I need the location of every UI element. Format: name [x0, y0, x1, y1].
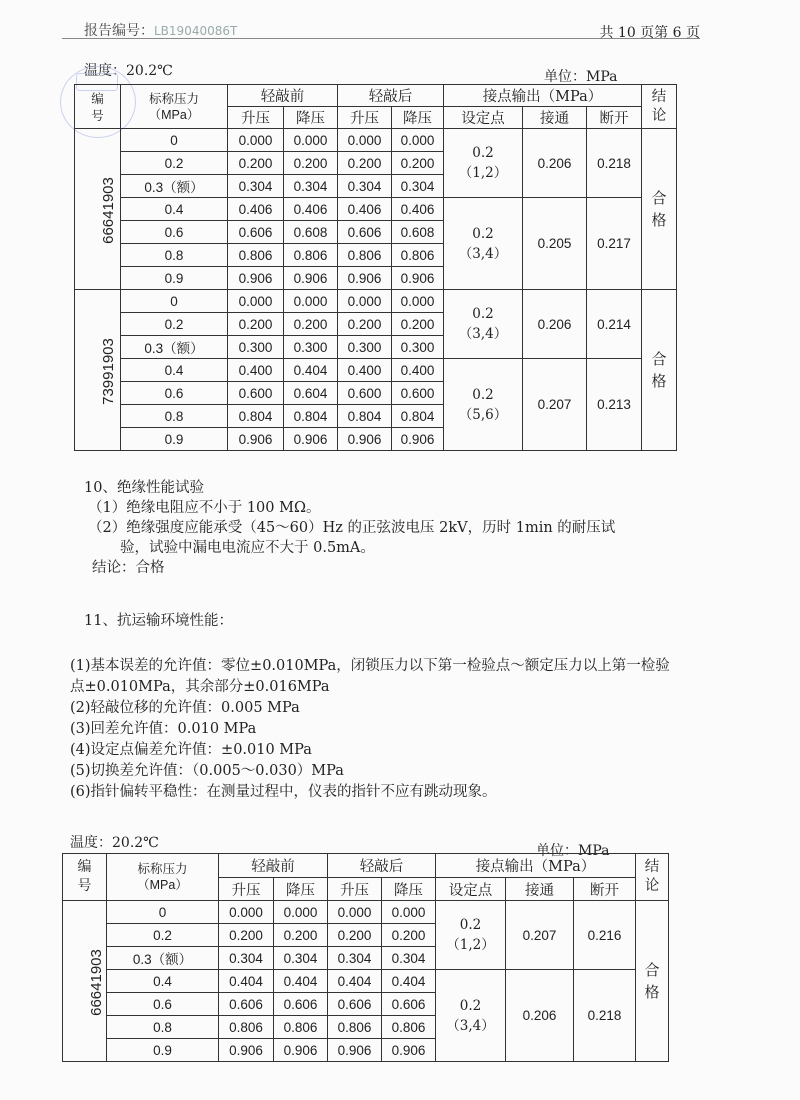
before-tap-down: 0.406	[284, 198, 338, 221]
after-tap-up: 0.404	[328, 970, 382, 993]
before-tap-down: 0.906	[274, 1039, 328, 1062]
before-tap-up: 0.806	[228, 244, 284, 267]
nominal-pressure: 0	[121, 290, 228, 313]
section-transport-title: 11、抗运输环境性能：	[84, 613, 233, 629]
before-tap-up: 0.600	[228, 382, 284, 405]
after-tap-down: 0.606	[382, 993, 436, 1016]
insulation-item-2-line2: 验，试验中漏电电流应不大于 0.5mA。	[120, 540, 375, 556]
table2-temperature: 温度：20.2℃	[70, 835, 159, 851]
after-tap-down: 0.300	[392, 336, 444, 359]
after-tap-up: 0.906	[338, 267, 392, 290]
contact-connect: 0.207	[523, 359, 587, 451]
after-tap-up: 0.200	[338, 313, 392, 336]
nominal-pressure: 0.2	[121, 313, 228, 336]
col-before-down: 降压	[284, 107, 338, 129]
table1-unit: 单位：MPa	[544, 69, 618, 85]
after-tap-up: 0.200	[338, 152, 392, 175]
before-tap-up: 0.804	[228, 405, 284, 428]
col-before-up: 升压	[219, 878, 274, 901]
before-tap-up: 0.606	[219, 993, 274, 1016]
before-tap-down: 0.000	[284, 290, 338, 313]
after-tap-up: 0.906	[328, 1039, 382, 1062]
before-tap-down: 0.000	[284, 129, 338, 152]
contact-disconnect: 0.218	[587, 129, 642, 198]
page-header	[62, 8, 700, 39]
after-tap-down: 0.806	[392, 244, 444, 267]
before-tap-up: 0.404	[219, 970, 274, 993]
table-row	[75, 198, 677, 221]
nominal-pressure: 0.3（额）	[107, 947, 219, 970]
before-tap-down: 0.906	[284, 428, 338, 451]
after-tap-down: 0.304	[392, 175, 444, 198]
after-tap-down: 0.400	[392, 359, 444, 382]
device-serial: 66641903	[99, 176, 117, 244]
col-conclusion-header: 结 论	[636, 854, 669, 901]
device-serial: 66641903	[87, 948, 105, 1016]
section-transport-items	[70, 656, 670, 803]
table2-unit: 单位：MPa	[536, 843, 610, 859]
after-tap-down: 0.906	[392, 267, 444, 290]
report-number-value: LB19040086T	[154, 24, 238, 38]
after-tap-down: 0.000	[382, 901, 436, 924]
col-nominal-header	[107, 854, 219, 901]
transport-item-5: (5)切换差允许值：（0.005～0.030）MPa	[70, 763, 344, 779]
col-after-up: 升压	[328, 878, 382, 901]
nominal-pressure: 0.4	[107, 970, 219, 993]
setpoint-terminals: （1,2）	[458, 165, 508, 181]
transport-item-1-line1: (1)基本误差的允许值：零位±0.010MPa，闭锁压力以下第一检验点～额定压力以上第一检验	[70, 658, 670, 674]
table-row	[63, 901, 669, 924]
col-before-up: 升压	[228, 107, 284, 129]
nominal-pressure: 0.8	[121, 405, 228, 428]
before-tap-down: 0.304	[284, 175, 338, 198]
nominal-pressure: 0.9	[121, 267, 228, 290]
before-tap-down: 0.200	[284, 313, 338, 336]
col-serial-header: 编 号	[75, 85, 121, 129]
report-number-label: 报告编号：	[84, 23, 154, 39]
nominal-unit: （MPa）	[148, 107, 200, 122]
transport-item-1-line2: 点±0.010MPa，其余部分±0.016MPa	[70, 679, 330, 695]
nominal-pressure: 0.2	[107, 924, 219, 947]
setpoint-value: 0.2	[472, 306, 494, 322]
setpoint-terminals: （1,2）	[446, 937, 495, 953]
test-table-1	[74, 84, 677, 451]
contact-disconnect: 0.213	[587, 359, 642, 451]
after-tap-up: 0.400	[338, 359, 392, 382]
after-tap-up: 0.806	[328, 1016, 382, 1039]
after-tap-down: 0.608	[392, 221, 444, 244]
col-connect: 接通	[506, 878, 574, 901]
before-tap-down: 0.606	[274, 993, 328, 1016]
after-tap-down: 0.200	[382, 924, 436, 947]
before-tap-down: 0.000	[274, 901, 328, 924]
table-row	[63, 970, 669, 993]
setpoint-terminals: （5,6）	[458, 406, 508, 423]
nominal-unit: （MPa）	[137, 878, 188, 892]
nominal-pressure: 0.8	[107, 1016, 219, 1039]
before-tap-up: 0.200	[228, 152, 284, 175]
device-serial: 73991903	[99, 337, 117, 405]
nominal-pressure: 0.2	[121, 152, 228, 175]
after-tap-down: 0.406	[392, 198, 444, 221]
before-tap-down: 0.806	[274, 1016, 328, 1039]
nominal-label: 标称压力	[148, 90, 199, 106]
nominal-pressure: 0.4	[121, 359, 228, 382]
transport-item-4: (4)设定点偏差允许值：±0.010 MPa	[70, 742, 312, 758]
test-table-2	[62, 853, 669, 1062]
setpoint-terminals: （3,4）	[458, 326, 508, 342]
col-setpoint: 设定点	[436, 878, 506, 901]
page-info: 共 10 页第 6 页	[599, 25, 700, 41]
col-before-tap-header: 轻敲前	[228, 85, 338, 107]
contact-disconnect: 0.218	[574, 970, 636, 1062]
table1-temperature: 温度：20.2℃	[84, 63, 173, 79]
section-insulation	[84, 478, 615, 578]
after-tap-up: 0.606	[328, 993, 382, 1016]
col-before-down: 降压	[274, 878, 328, 901]
before-tap-up: 0.300	[228, 336, 284, 359]
after-tap-up: 0.406	[338, 198, 392, 221]
before-tap-down: 0.304	[274, 947, 328, 970]
nominal-pressure: 0.3（额）	[121, 336, 228, 359]
col-after-tap-header: 轻敲后	[328, 854, 436, 878]
after-tap-up: 0.806	[338, 244, 392, 267]
device-serial-cell	[63, 901, 107, 1062]
before-tap-down: 0.608	[284, 221, 338, 244]
col-disconnect: 断开	[587, 107, 642, 129]
after-tap-up: 0.000	[338, 290, 392, 313]
nominal-pressure: 0.8	[121, 244, 228, 267]
after-tap-down: 0.404	[382, 970, 436, 993]
before-tap-down: 0.806	[284, 244, 338, 267]
insulation-item-2-line1: （2）绝缘强度应能承受（45～60）Hz 的正弦波电压 2kV，历时 1min 的耐压试	[88, 520, 616, 536]
after-tap-down: 0.806	[382, 1016, 436, 1039]
contact-setpoint	[436, 901, 506, 970]
after-tap-down: 0.000	[392, 129, 444, 152]
col-after-down: 降压	[392, 107, 444, 129]
col-before-tap-header: 轻敲前	[219, 854, 328, 878]
before-tap-down: 0.604	[284, 382, 338, 405]
after-tap-up: 0.300	[338, 336, 392, 359]
contact-setpoint	[436, 970, 506, 1062]
after-tap-up: 0.804	[338, 405, 392, 428]
after-tap-down: 0.906	[392, 428, 444, 451]
nominal-pressure: 0.3（额）	[121, 175, 228, 198]
before-tap-down: 0.404	[284, 359, 338, 382]
before-tap-up: 0.200	[228, 313, 284, 336]
contact-setpoint	[444, 198, 523, 290]
setpoint-value: 0.2	[459, 917, 482, 933]
contact-connect: 0.205	[523, 198, 587, 290]
before-tap-up: 0.000	[219, 901, 274, 924]
col-after-up: 升压	[338, 107, 392, 129]
before-tap-up: 0.304	[228, 175, 284, 198]
transport-item-3: (3)回差允许值：0.010 MPa	[70, 721, 257, 737]
col-after-down: 降压	[382, 878, 436, 901]
col-setpoint: 设定点	[444, 107, 523, 129]
before-tap-down: 0.906	[284, 267, 338, 290]
nominal-pressure: 0.6	[121, 382, 228, 405]
device-conclusion: 合 格	[636, 901, 669, 1062]
after-tap-down: 0.000	[392, 290, 444, 313]
table-row	[75, 359, 677, 382]
before-tap-down: 0.404	[274, 970, 328, 993]
before-tap-down: 0.200	[284, 152, 338, 175]
before-tap-up: 0.606	[228, 221, 284, 244]
after-tap-up: 0.606	[338, 221, 392, 244]
setpoint-value: 0.2	[459, 997, 482, 1014]
after-tap-up: 0.000	[328, 901, 382, 924]
insulation-conclusion: 结论：合格	[92, 560, 165, 576]
device-conclusion: 合 格	[642, 129, 677, 290]
device-serial-cell	[75, 290, 121, 451]
section-insulation-title: 10、绝缘性能试验	[84, 480, 204, 496]
before-tap-up: 0.906	[219, 1039, 274, 1062]
before-tap-up: 0.906	[228, 267, 284, 290]
contact-disconnect: 0.216	[574, 901, 636, 970]
after-tap-down: 0.200	[392, 313, 444, 336]
after-tap-down: 0.200	[392, 152, 444, 175]
after-tap-down: 0.600	[392, 382, 444, 405]
after-tap-down: 0.804	[392, 405, 444, 428]
after-tap-up: 0.304	[338, 175, 392, 198]
after-tap-down: 0.304	[382, 947, 436, 970]
col-conclusion-header: 结 论	[642, 85, 677, 129]
nominal-pressure: 0	[107, 901, 219, 924]
before-tap-up: 0.806	[219, 1016, 274, 1039]
table-row	[75, 290, 677, 313]
after-tap-up: 0.600	[338, 382, 392, 405]
before-tap-down: 0.804	[284, 405, 338, 428]
col-nominal-header	[121, 85, 228, 129]
col-disconnect: 断开	[574, 878, 636, 901]
after-tap-up: 0.200	[328, 924, 382, 947]
col-contact-header: 接点输出（MPa）	[436, 854, 636, 878]
transport-item-2: (2)轻敲位移的允许值：0.005 MPa	[70, 700, 300, 716]
col-serial-header: 编 号	[63, 854, 107, 901]
before-tap-up: 0.304	[219, 947, 274, 970]
col-contact-header: 接点输出（MPa）	[444, 85, 642, 107]
report-number	[84, 20, 237, 40]
nominal-pressure: 0.9	[107, 1039, 219, 1062]
contact-disconnect: 0.217	[587, 198, 642, 290]
setpoint-value: 0.2	[472, 145, 494, 161]
before-tap-up: 0.000	[228, 129, 284, 152]
table-row	[75, 129, 677, 152]
setpoint-value: 0.2	[472, 225, 494, 242]
before-tap-up: 0.906	[228, 428, 284, 451]
nominal-pressure: 0	[121, 129, 228, 152]
contact-setpoint	[444, 129, 523, 198]
after-tap-up: 0.304	[328, 947, 382, 970]
contact-connect: 0.207	[506, 901, 574, 970]
contact-connect: 0.206	[523, 290, 587, 359]
nominal-label: 标称压力	[137, 861, 188, 876]
nominal-pressure: 0.6	[107, 993, 219, 1016]
transport-item-6: (6)指针偏转平稳性：在测量过程中，仪表的指针不应有跳动现象。	[70, 784, 497, 800]
insulation-item-1: （1）绝缘电阻应不小于 100 MΩ。	[88, 500, 321, 516]
contact-connect: 0.206	[523, 129, 587, 198]
before-tap-up: 0.200	[219, 924, 274, 947]
nominal-pressure: 0.4	[121, 198, 228, 221]
setpoint-terminals: （3,4）	[446, 1017, 495, 1034]
contact-setpoint	[444, 359, 523, 451]
contact-setpoint	[444, 290, 523, 359]
after-tap-up: 0.906	[338, 428, 392, 451]
before-tap-down: 0.300	[284, 336, 338, 359]
nominal-pressure: 0.6	[121, 221, 228, 244]
before-tap-up: 0.400	[228, 359, 284, 382]
col-connect: 接通	[523, 107, 587, 129]
col-after-tap-header: 轻敲后	[338, 85, 444, 107]
after-tap-up: 0.000	[338, 129, 392, 152]
before-tap-down: 0.200	[274, 924, 328, 947]
setpoint-terminals: （3,4）	[458, 245, 508, 262]
before-tap-up: 0.406	[228, 198, 284, 221]
after-tap-down: 0.906	[382, 1039, 436, 1062]
setpoint-value: 0.2	[472, 386, 494, 403]
contact-connect: 0.206	[506, 970, 574, 1062]
nominal-pressure: 0.9	[121, 428, 228, 451]
device-serial-cell	[75, 129, 121, 290]
device-conclusion: 合 格	[642, 290, 677, 451]
contact-disconnect: 0.214	[587, 290, 642, 359]
before-tap-up: 0.000	[228, 290, 284, 313]
